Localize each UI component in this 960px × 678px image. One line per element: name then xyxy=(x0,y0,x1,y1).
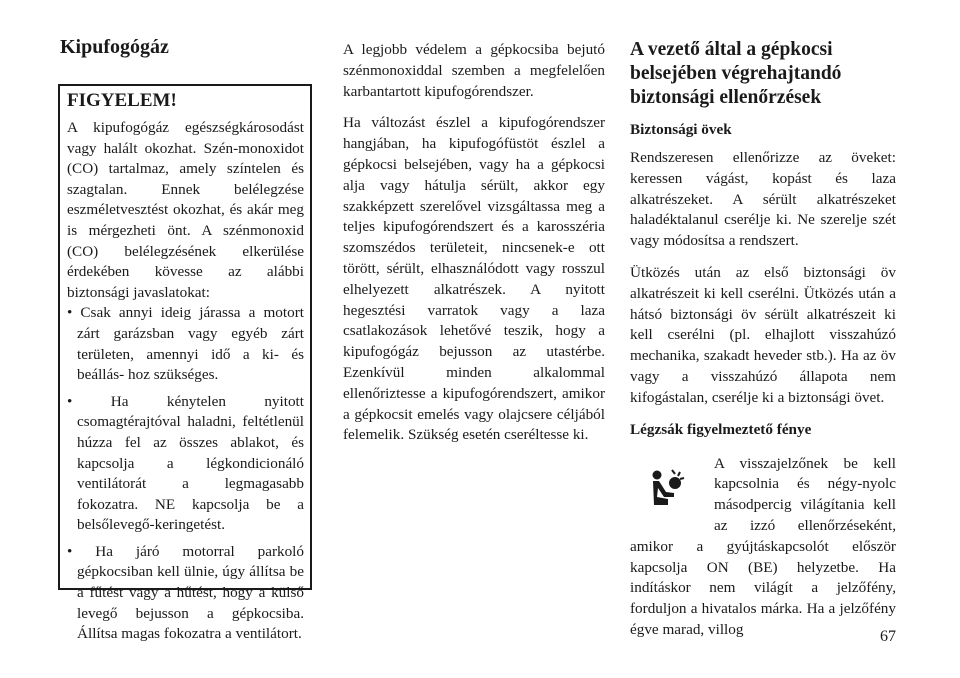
subheading: Légzsák figyelmeztető fénye xyxy=(630,420,812,438)
airbag-section xyxy=(630,454,896,641)
right-column xyxy=(630,38,896,652)
middle-column xyxy=(343,40,605,457)
warning-intro: A kipufogógáz egészségkárosodást vagy halált okozhat. Szén-monoxidot (CO) tartalmaz, amely színtelen és szagtalan. Ennek belélegzése eszméletvesztést okozhat, és akár meg is mérgezheti önt. A szénmonoxid (CO) belélegzésének elkerülése érdekében kövesse az alábbi biztonsági javaslatokat: xyxy=(67,119,304,301)
paragraph: A visszajelzőnek be kell kapcsolnia és négy-nyolc másodpercig világítania kell az izzó ellenőrzéseként, amikor a gyújtáskapcsolót először kapcsolja ON (BE) helyzetbe. Ha indításkor nem világít a jelzőfény, forduljon a hivatalos márka. Ha a jelzőfény égve marad, villog xyxy=(630,454,896,638)
page-number: 67 xyxy=(880,628,896,645)
section-title: Kipufogógáz xyxy=(60,36,169,58)
warning-body xyxy=(67,118,304,645)
paragraph: Rendszeresen ellenőrizze az öveket: keressen vágást, kopást és laza alkatrészeket. A sérült alkatrészeket haladéktalanul cserélje ki. Ne szerelje szét vagy módosítsa a rendszert. xyxy=(630,149,896,250)
warning-bullet: • Ha kénytelen nyitott csomagtérajtóval haladni, feltétlenül húzza fel az összes ablakot, és kapcsolja a légkondicionáló ventilátorát a legmagasabb fokozatra. NE kapcsolja be a belsőlevegő-keringetést. xyxy=(67,392,304,534)
heading: A vezető által a gépkocsi belsejében végrehajtandó biztonsági ellenőrzések xyxy=(630,39,842,108)
warning-box xyxy=(58,84,312,643)
warning-title: FIGYELEM! xyxy=(67,90,177,111)
warning-bullet: • Ha járó motorral parkoló gépkocsiban kell ülnie, úgy állítsa be a fűtést vagy a hűtést, hogy a külső levegő bejusson a gépkocsiba. Állítsa magas fokozatra a ventilátort. xyxy=(67,542,304,643)
paragraph: Ha változást észlel a kipufogórendszer hangjában, ha kipufogófüstöt észlel a gépkocsi belsejében, vagy ha a gépkocsi alja vagy hátulja sérült, akkor egy szakképzett szerelővel vizsgáltassa meg a teljes kipufogórendszert és a karosszéria szomszédos területeit, nincsenek-e ott törött, sérült, elhasználódott vagy rosszul elhelyezett alkatrészek. A nyitott hegesztési varratok vagy a laza csatlakozások lehetővé teszik, hogy a kipufogógáz bejusson az utastérbe. Ezenkívül minden alkalommal ellenőriztesse a kipufogórendszert, amikor a gépkocsit emelés vagy olajcsere céljából felemelik. Szükség esetén cseréltesse ki. xyxy=(343,114,605,444)
airbag-warning-icon xyxy=(630,466,704,526)
subheading: Biztonsági övek xyxy=(630,121,732,138)
warning-list xyxy=(67,303,304,645)
paragraph: Ütközés után az első biztonsági öv alkatrészeit ki kell cserélni. Ütközés után a hátsó biztonsági öv sérült alkatrészeit ki kell cserélni (pl. elhajlott visszahúzó mechanika, szakadt heveder stb.). Ha az öv vagy a visszahúzó állapota nem kifogástalan, cserélje ki a biztonsági övet. xyxy=(630,263,896,406)
paragraph: A legjobb védelem a gépkocsiba bejutó szénmonoxiddal szemben a megfelelően karbantartott kipufogórendszer. xyxy=(343,41,605,100)
warning-bullet: • Csak annyi ideig járassa a motort zárt garázsban vagy egyéb zárt területen, amennyi idő a ki- és beállás- hoz szükséges. xyxy=(67,304,304,384)
